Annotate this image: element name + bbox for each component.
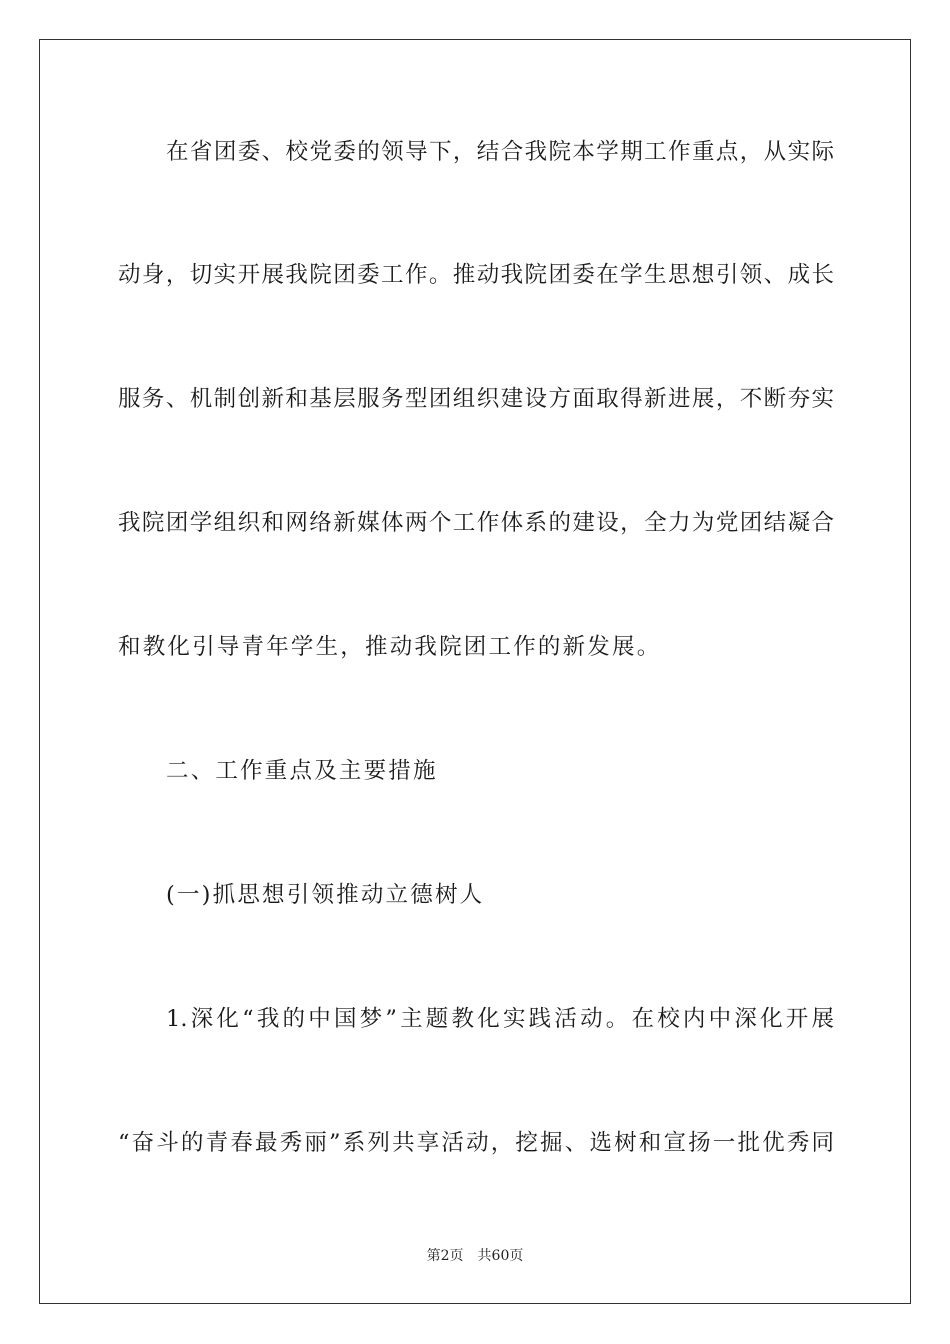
page-frame (39, 39, 911, 1304)
page-number: 第2页 (426, 1248, 464, 1264)
page-footer (0, 1246, 950, 1266)
paragraph-line-1: 在省团委、校党委的领导下，结合我院本学期工作重点，从实际 (166, 139, 834, 165)
paragraph-line-2: 动身，切实开展我院团委工作。推动我院团委在学生思想引领、成长 (118, 262, 834, 288)
subsection-heading: (一)抓思想引领推动立德树人 (166, 882, 485, 908)
item-line-1: 1.深化“我的中国梦”主题教化实践活动。在校内中深化开展 (166, 1006, 834, 1032)
section-heading: 二、工作重点及主要措施 (166, 758, 438, 784)
paragraph-line-5: 和教化引导青年学生，推动我院团工作的新发展。 (118, 634, 662, 660)
item-line-2: “奋斗的青春最秀丽”系列共享活动，挖掘、选树和宣扬一批优秀同 (118, 1130, 834, 1156)
paragraph-line-3: 服务、机制创新和基层服务型团组织建设方面取得新进展，不断夯实 (118, 386, 834, 412)
page-total: 共60页 (477, 1248, 524, 1264)
paragraph-line-4: 我院团学组织和网络新媒体两个工作体系的建设，全力为党团结凝合 (118, 510, 834, 536)
